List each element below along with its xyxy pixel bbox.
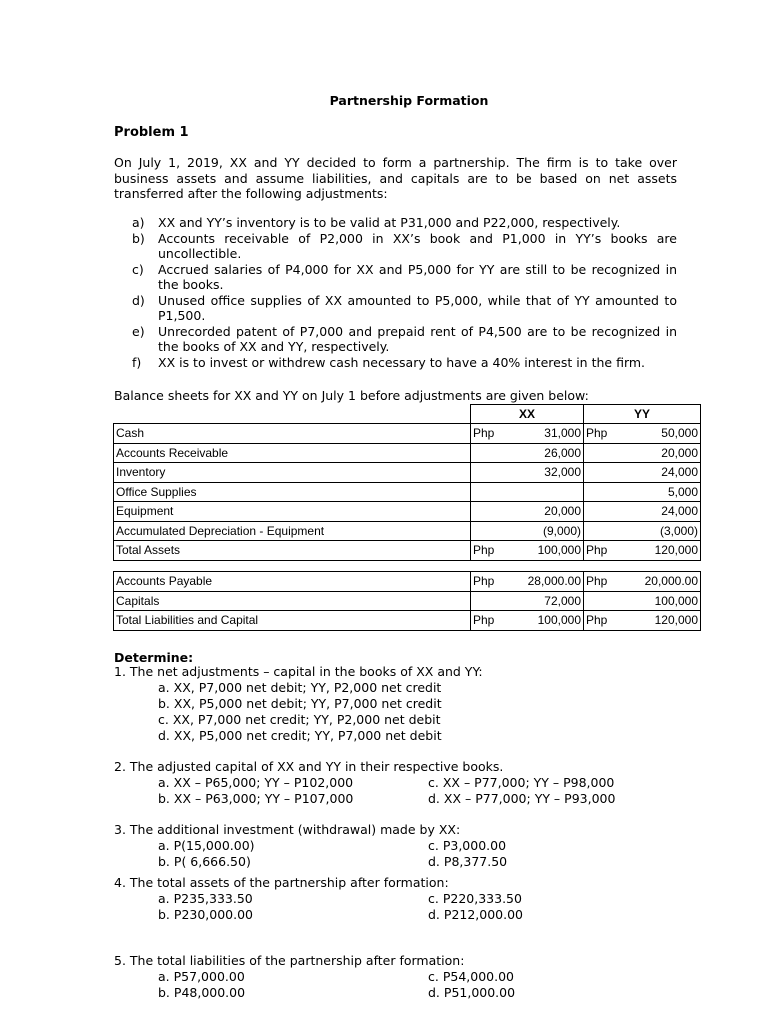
option-label: b. <box>158 985 170 1000</box>
option <box>158 985 245 1000</box>
option-text: XX, P7,000 net debit; YY, P2,000 net credit <box>173 680 442 695</box>
option-text: P8,377.50 <box>443 854 508 869</box>
option-text: P(15,000.00) <box>173 838 255 853</box>
adjustment-text: XX and YY’s inventory is to be valid at P31,000 and P22,000, respectively. <box>158 215 621 230</box>
option-label: a. <box>158 891 170 906</box>
php-xx-cell <box>471 521 508 541</box>
table-row <box>114 443 701 463</box>
option <box>158 696 442 711</box>
adjustment-text: Accrued salaries of P4,000 for XX and P5,000 for YY are still to be recognized in the books. <box>158 261 677 292</box>
option-label: a. <box>158 775 170 790</box>
option <box>428 985 515 1000</box>
php-xx-cell <box>471 591 508 611</box>
option-text: XX – P63,000; YY – P107,000 <box>173 791 354 806</box>
option <box>428 791 615 806</box>
table-row <box>114 572 701 592</box>
table-row <box>114 482 701 502</box>
yy-amount-cell: 100,000 <box>620 591 701 611</box>
php-xx-cell <box>471 502 508 522</box>
adjustment-label: d) <box>132 292 145 308</box>
balance-sheet-assets-table <box>113 404 701 561</box>
adjustment-item <box>114 293 677 324</box>
option-label: d. <box>428 907 440 922</box>
question-1 <box>114 664 483 679</box>
balance-sheet-liabilities-table <box>113 571 701 631</box>
option-label: d. <box>428 854 440 869</box>
option-label: d. <box>158 728 170 743</box>
option <box>428 969 514 984</box>
yy-amount-cell: 24,000 <box>620 463 701 483</box>
page-title: Partnership Formation <box>329 93 489 108</box>
option-label: c. <box>428 775 439 790</box>
header-xx: XX <box>471 405 584 424</box>
adjustments-list <box>114 215 677 370</box>
php-yy-cell <box>584 482 621 502</box>
option <box>428 907 523 922</box>
option-label: c. <box>428 838 439 853</box>
php-xx-cell: Php <box>471 611 508 631</box>
item-cell: Total Liabilities and Capital <box>114 611 471 631</box>
option-text: P212,000.00 <box>443 907 524 922</box>
item-cell: Accounts Receivable <box>114 443 471 463</box>
yy-amount-cell: 50,000 <box>620 424 701 444</box>
adjustment-label: b) <box>132 230 145 246</box>
option-text: P57,000.00 <box>173 969 245 984</box>
option <box>428 838 506 853</box>
option <box>158 680 441 695</box>
header-blank <box>114 405 471 424</box>
option-label: b. <box>158 907 170 922</box>
item-cell: Equipment <box>114 502 471 522</box>
option-label: c. <box>428 891 439 906</box>
question-5 <box>114 953 464 968</box>
yy-amount-cell: 120,000 <box>620 541 701 561</box>
option-label: a. <box>158 969 170 984</box>
xx-amount-cell: 20,000 <box>507 502 584 522</box>
php-yy-cell: Php <box>584 572 621 592</box>
question-3 <box>114 822 460 837</box>
question-text: The total liabilities of the partnership after formation: <box>129 953 465 968</box>
table-row-total <box>114 611 701 631</box>
question-number: 3. <box>114 822 126 837</box>
option-text: XX, P7,000 net credit; YY, P2,000 net debit <box>172 712 441 727</box>
header-yy: YY <box>584 405 701 424</box>
option <box>158 775 353 790</box>
yy-amount-cell: 20,000.00 <box>620 572 701 592</box>
intro-paragraph: On July 1, 2019, XX and YY decided to form a partnership. The firm is to take over business assets and assume liabilities, and capitals are to be based on net assets transferred after the following adjustments: <box>114 155 677 201</box>
php-yy-cell <box>584 502 621 522</box>
item-cell: Capitals <box>114 591 471 611</box>
php-xx-cell: Php <box>471 424 508 444</box>
determine-heading: Determine: <box>114 650 194 665</box>
item-cell: Accounts Payable <box>114 572 471 592</box>
adjustment-label: c) <box>132 261 144 277</box>
xx-amount-cell: 26,000 <box>507 443 584 463</box>
yy-amount-cell: 20,000 <box>620 443 701 463</box>
option-text: XX, P5,000 net credit; YY, P7,000 net debit <box>173 728 442 743</box>
option-label: b. <box>158 696 170 711</box>
xx-amount-cell: 32,000 <box>507 463 584 483</box>
adjustment-item <box>114 355 677 371</box>
option-label: d. <box>428 791 440 806</box>
option-text: P3,000.00 <box>442 838 507 853</box>
yy-amount-cell: 120,000 <box>620 611 701 631</box>
question-text: The adjusted capital of XX and YY in their respective books. <box>129 759 504 774</box>
option <box>428 891 522 906</box>
option-label: a. <box>158 838 170 853</box>
xx-amount-cell: 28,000.00 <box>507 572 584 592</box>
php-yy-cell <box>584 463 621 483</box>
table-row-total <box>114 541 701 561</box>
question-2 <box>114 759 503 774</box>
question-text: The net adjustments – capital in the books of XX and YY: <box>129 664 483 679</box>
php-yy-cell <box>584 521 621 541</box>
table-row <box>114 502 701 522</box>
option-text: XX – P65,000; YY – P102,000 <box>173 775 354 790</box>
option-text: P235,333.50 <box>173 891 253 906</box>
option-text: P( 6,666.50) <box>173 854 251 869</box>
option <box>158 891 253 906</box>
adjustment-item <box>114 324 677 355</box>
adjustment-label: a) <box>132 215 145 230</box>
xx-amount-cell <box>507 482 584 502</box>
table-row <box>114 591 701 611</box>
php-xx-cell <box>471 443 508 463</box>
adjustment-text: Unrecorded patent of P7,000 and prepaid rent of P4,500 are to be recognized in the books of XX and YY, respectively. <box>158 323 677 354</box>
table-row <box>114 463 701 483</box>
php-xx-cell <box>471 482 508 502</box>
xx-amount-cell: 72,000 <box>507 591 584 611</box>
balance-sheet-caption: Balance sheets for XX and YY on July 1 before adjustments are given below: <box>114 388 589 403</box>
xx-amount-cell: 100,000 <box>507 611 584 631</box>
option-text: P230,000.00 <box>173 907 254 922</box>
php-xx-cell: Php <box>471 572 508 592</box>
php-yy-cell: Php <box>584 541 621 561</box>
option <box>158 969 245 984</box>
adjustment-label: f) <box>132 354 142 370</box>
adjustment-text: XX is to invest or withdrew cash necessary to have a 40% interest in the firm. <box>158 354 646 370</box>
option-text: P51,000.00 <box>443 985 516 1000</box>
option-label: a. <box>158 680 170 695</box>
adjustment-text: Accounts receivable of P2,000 in XX’s book and P1,000 in YY’s books are uncollectible. <box>158 230 677 261</box>
php-yy-cell: Php <box>584 611 621 631</box>
question-number: 2. <box>114 759 126 774</box>
php-yy-cell: Php <box>584 424 621 444</box>
option <box>158 907 253 922</box>
option <box>158 854 251 869</box>
question-text: The total assets of the partnership after formation: <box>129 875 449 890</box>
option-label: b. <box>158 791 170 806</box>
problem-heading: Problem 1 <box>114 125 189 140</box>
question-number: 4. <box>114 875 126 890</box>
question-number: 1. <box>114 664 126 679</box>
item-cell: Inventory <box>114 463 471 483</box>
question-text: The additional investment (withdrawal) made by XX: <box>129 822 461 837</box>
adjustment-item <box>114 262 677 293</box>
option <box>158 712 441 727</box>
yy-amount-cell: 5,000 <box>620 482 701 502</box>
option <box>158 728 442 743</box>
adjustment-item <box>114 231 677 262</box>
table-row <box>114 424 701 444</box>
adjustment-item <box>114 215 677 231</box>
php-yy-cell <box>584 443 621 463</box>
option-label: c. <box>158 712 169 727</box>
option-label: b. <box>158 854 170 869</box>
adjustment-text: Unused office supplies of XX amounted to P5,000, while that of YY amounted to P1,500. <box>158 292 677 323</box>
php-xx-cell <box>471 463 508 483</box>
option <box>428 775 614 790</box>
xx-amount-cell: (9,000) <box>507 521 584 541</box>
item-cell: Cash <box>114 424 471 444</box>
option-text: P48,000.00 <box>173 985 246 1000</box>
adjustment-label: e) <box>132 323 145 339</box>
option-text: P54,000.00 <box>442 969 514 984</box>
option <box>428 854 507 869</box>
option-label: d. <box>428 985 440 1000</box>
option-text: XX, P5,000 net debit; YY, P7,000 net credit <box>173 696 442 711</box>
item-cell: Accumulated Depreciation - Equipment <box>114 521 471 541</box>
item-cell: Total Assets <box>114 541 471 561</box>
option <box>158 838 255 853</box>
table-header-row <box>114 405 701 424</box>
option-text: XX – P77,000; YY – P93,000 <box>443 791 616 806</box>
option <box>158 791 353 806</box>
table-row <box>114 521 701 541</box>
option-label: c. <box>428 969 439 984</box>
option-text: P220,333.50 <box>442 891 522 906</box>
xx-amount-cell: 100,000 <box>507 541 584 561</box>
php-xx-cell: Php <box>471 541 508 561</box>
yy-amount-cell: (3,000) <box>620 521 701 541</box>
xx-amount-cell: 31,000 <box>507 424 584 444</box>
question-4 <box>114 875 449 890</box>
php-yy-cell <box>584 591 621 611</box>
option-text: XX – P77,000; YY – P98,000 <box>442 775 615 790</box>
yy-amount-cell: 24,000 <box>620 502 701 522</box>
item-cell: Office Supplies <box>114 482 471 502</box>
question-number: 5. <box>114 953 126 968</box>
